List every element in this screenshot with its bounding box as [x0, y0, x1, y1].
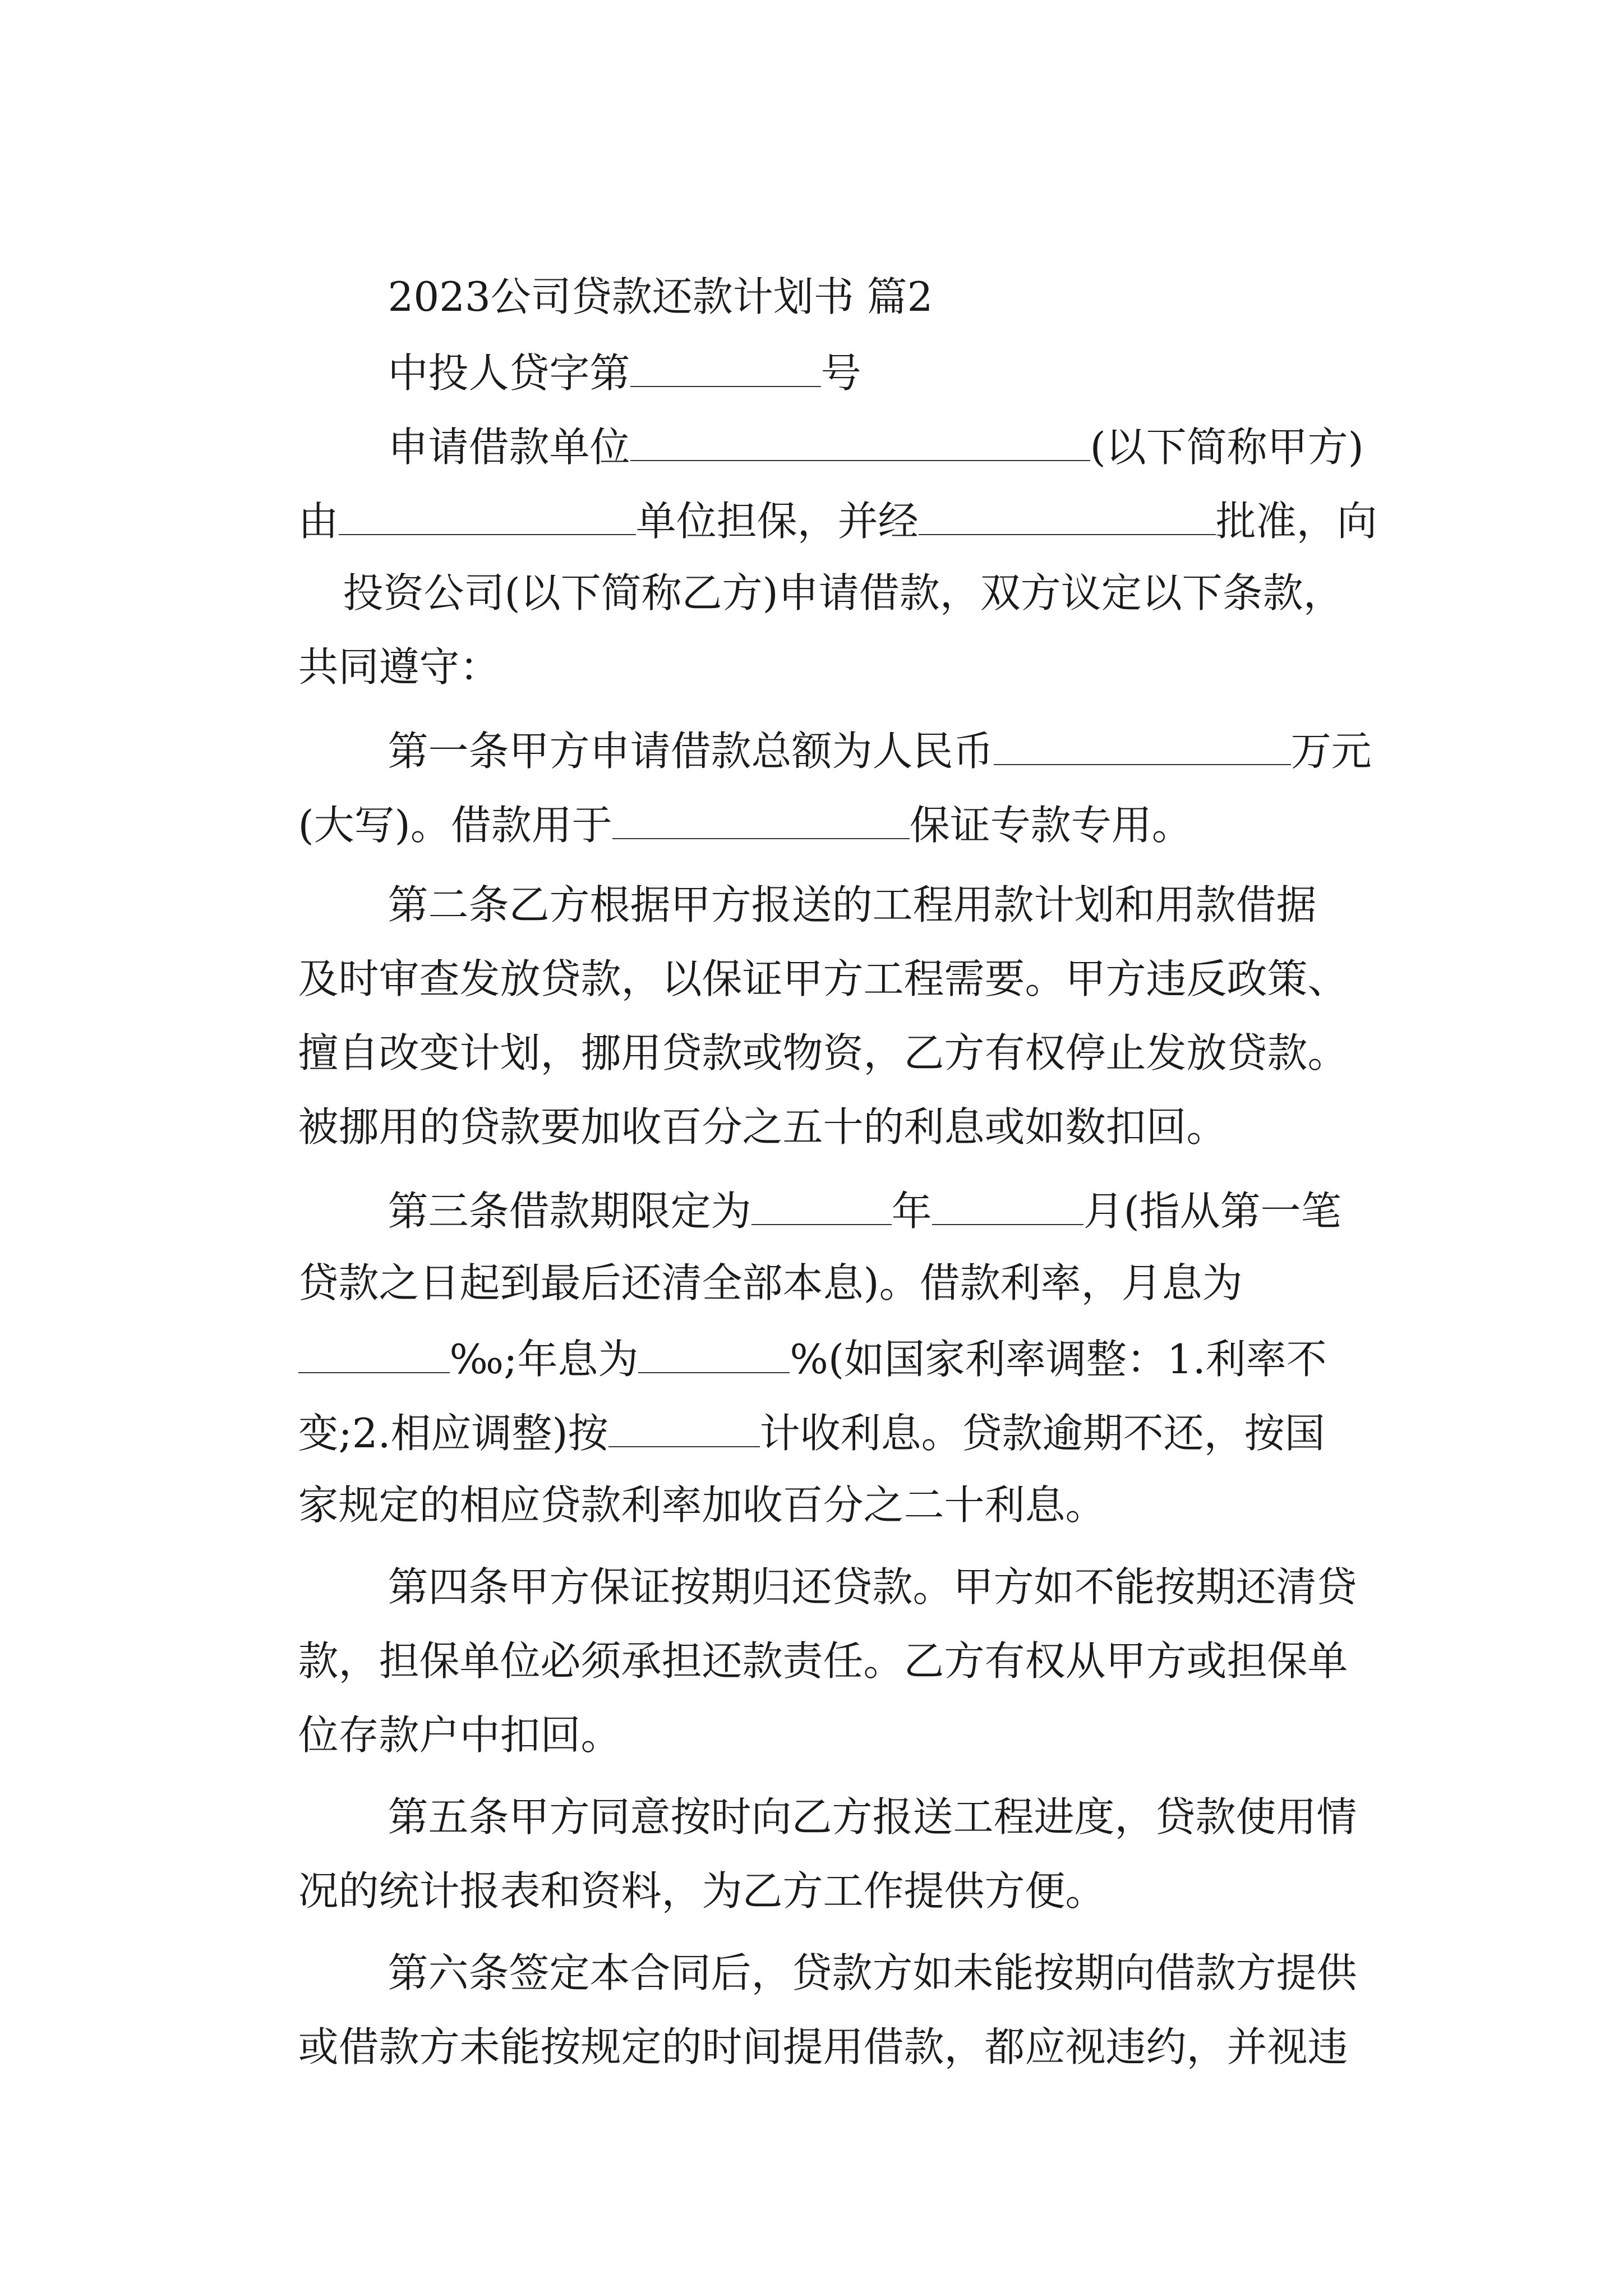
- approver-text: 批准，向: [1215, 498, 1377, 545]
- ref-prefix: 中投人贷字第: [388, 349, 630, 397]
- article-2-line-1: [336, 829, 1317, 928]
- article-4-line-3: [247, 1659, 621, 1759]
- article-3-line-1: [336, 1133, 1341, 1235]
- title-text: 2023公司贷款还款计划书 篇2: [388, 273, 933, 320]
- article-4-line-2: [247, 1585, 1348, 1685]
- line-text: 或借款方未能按规定的时间提用借款，都应视违约，并视违: [298, 2023, 1348, 2070]
- article-3-line-3: [247, 1281, 1327, 1383]
- article-2-line-2: [247, 903, 1348, 1002]
- article-3-line-4: [247, 1355, 1325, 1457]
- amount-unit: 万元: [1290, 728, 1372, 775]
- article-1-line-1: [336, 673, 1372, 775]
- overdue-text: 计收利息。贷款逾期不还，按国: [759, 1410, 1325, 1457]
- article-6-line-1: [336, 1897, 1357, 1996]
- line-text: 款，担保单位必须承担还款责任。乙方有权从甲方或担保单: [298, 1637, 1348, 1685]
- article-4-line-1: [336, 1511, 1357, 1611]
- line-text: 家规定的相应贷款利率加收百分之二十利息。: [298, 1481, 1106, 1529]
- applicant-line: [336, 369, 1364, 471]
- annual-rate-label: ‰;年息为: [449, 1336, 639, 1383]
- line-text: 况的统计报表和资料，为乙方工作提供方便。: [298, 1867, 1106, 1915]
- party-a-note: (以下简称甲方): [1090, 424, 1364, 471]
- term-label: 第三条借款期限定为: [388, 1188, 751, 1235]
- guarantor-line: [247, 443, 1377, 545]
- guarantor-text: 单位担保，并经: [635, 498, 919, 545]
- rate-adjust-text: %(如国家利率调整：1.利率不: [790, 1336, 1327, 1383]
- article-3-line-2: [247, 1207, 1243, 1306]
- reference-number-line: [336, 295, 861, 397]
- line-text: 贷款之日起到最后还清全部本息)。借款利率，月息为: [298, 1259, 1243, 1306]
- article-3-line-5: [247, 1429, 1106, 1529]
- line-text: 共同遵守：: [298, 643, 500, 691]
- line-text: 擅自改变计划，挪用贷款或物资，乙方有权停止发放贷款。: [298, 1029, 1348, 1076]
- article-6-line-2: [247, 1971, 1348, 2070]
- adjust-text: 变;2.相应调整)按: [298, 1410, 608, 1457]
- article-5-line-1: [336, 1741, 1357, 1841]
- line-text: 被挪用的贷款要加收百分之五十的利息或如数扣回。: [298, 1103, 1227, 1151]
- line-text: 投资公司(以下简称乙方)申请借款，双方议定以下条款，: [343, 569, 1344, 616]
- month-unit-text: 月(指从第一笔: [1083, 1188, 1341, 1235]
- applicant-label: 申请借款单位: [388, 424, 630, 471]
- line-text: 第四条甲方保证按期归还贷款。甲方如不能按期还清贷: [388, 1563, 1357, 1611]
- ref-suffix: 号: [820, 349, 861, 397]
- line-text: 第五条甲方同意按时向乙方报送工程进度，贷款使用情: [388, 1793, 1357, 1841]
- paragraph-line: [292, 517, 1344, 616]
- article-1-text: 第一条甲方申请借款总额为人民币: [388, 728, 994, 775]
- line-text: 第六条签定本合同后，贷款方如未能按期向借款方提供: [388, 1949, 1357, 1996]
- loan-purpose-suffix: 保证专款专用。: [909, 802, 1192, 849]
- line-text: 及时审查发放贷款，以保证甲方工程需要。甲方违反政策、: [298, 955, 1348, 1002]
- paragraph-line: [247, 591, 500, 691]
- guarantor-prefix: 由: [298, 498, 339, 545]
- article-1-line-2: [247, 747, 1192, 849]
- article-2-line-4: [247, 1051, 1227, 1151]
- article-2-line-3: [247, 977, 1348, 1076]
- year-unit: 年: [891, 1188, 932, 1235]
- article-5-line-2: [247, 1815, 1106, 1915]
- loan-purpose-label: (大写)。借款用于: [298, 802, 612, 849]
- line-text: 位存款户中扣回。: [298, 1711, 621, 1759]
- document-title: [336, 221, 933, 320]
- line-text: 第二条乙方根据甲方报送的工程用款计划和用款借据: [388, 881, 1317, 928]
